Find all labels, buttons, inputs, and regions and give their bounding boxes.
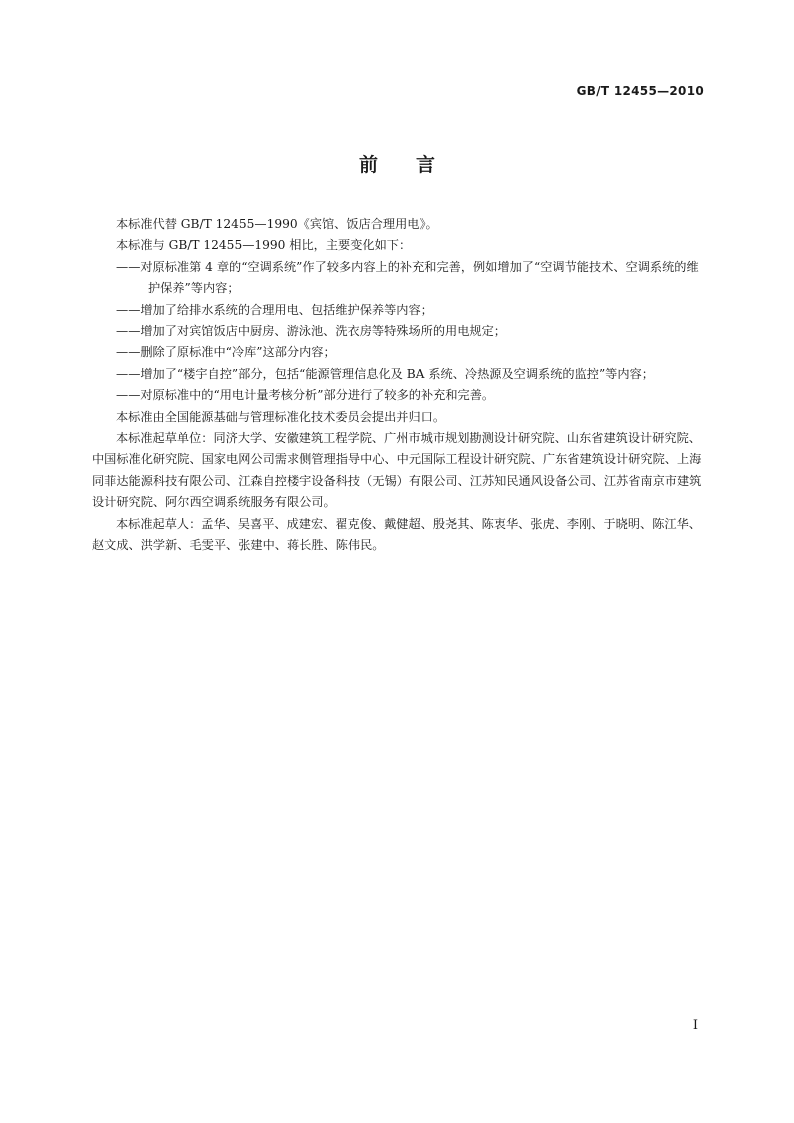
changes-intro: 本标准与 GB/T 12455—1990 相比，主要变化如下： xyxy=(116,238,412,253)
foreword-body xyxy=(92,214,706,557)
page-title: 前言 xyxy=(358,154,473,176)
change-item: ——对原标准中的“用电计量考核分析”部分进行了较多的补充和完善。 xyxy=(116,388,495,403)
change-item: ——对原标准第 4 章的“空调系统”作了较多内容上的补充和完善，例如增加了“空调节能技术、空调系统的维护保养”等内容； xyxy=(116,259,699,296)
page-number: I xyxy=(692,1018,698,1033)
standard-code: GB/T 12455—2010 xyxy=(576,84,704,98)
change-item: ——增加了“楼宇自控”部分，包括“能源管理信息化及 BA 系统、冷热源及空调系统的监控”等内容； xyxy=(116,366,654,381)
change-item: ——删除了原标准中“冷库”这部分内容； xyxy=(116,345,336,360)
drafters: 本标准起草人：孟华、吴喜平、成建宏、翟克俊、戴健超、殷尧其、陈衷华、张虎、李刚、于晓明、陈江华、赵文成、洪学新、毛雯平、张建中、蒋长胜、陈伟民。 xyxy=(92,516,701,553)
change-item: ——增加了给排水系统的合理用电、包括维护保养等内容； xyxy=(116,302,433,317)
proposer-statement: 本标准由全国能源基础与管理标准化技术委员会提出并归口。 xyxy=(116,409,446,424)
replacement-statement: 本标准代替 GB/T 12455—1990《宾馆、饭店合理用电》。 xyxy=(116,217,438,231)
drafting-units: 本标准起草单位：同济大学、安徽建筑工程学院、广州市城市规划勘测设计研究院、山东省建筑设计研究院、中国标准化研究院、国家电网公司需求侧管理指导中心、中元国际工程设计研究院、广东省建筑设计研究院、上海同菲达能源科技有限公司、江森自控楼宇设备科技（无锡）有限公司、江苏知民通风设备公司、江苏省南京市建筑设计研究院、阿尔西空调系统服务有限公司。 xyxy=(92,431,702,510)
change-item: ——增加了对宾馆饭店中厨房、游泳池、洗衣房等特殊场所的用电规定； xyxy=(116,324,506,339)
